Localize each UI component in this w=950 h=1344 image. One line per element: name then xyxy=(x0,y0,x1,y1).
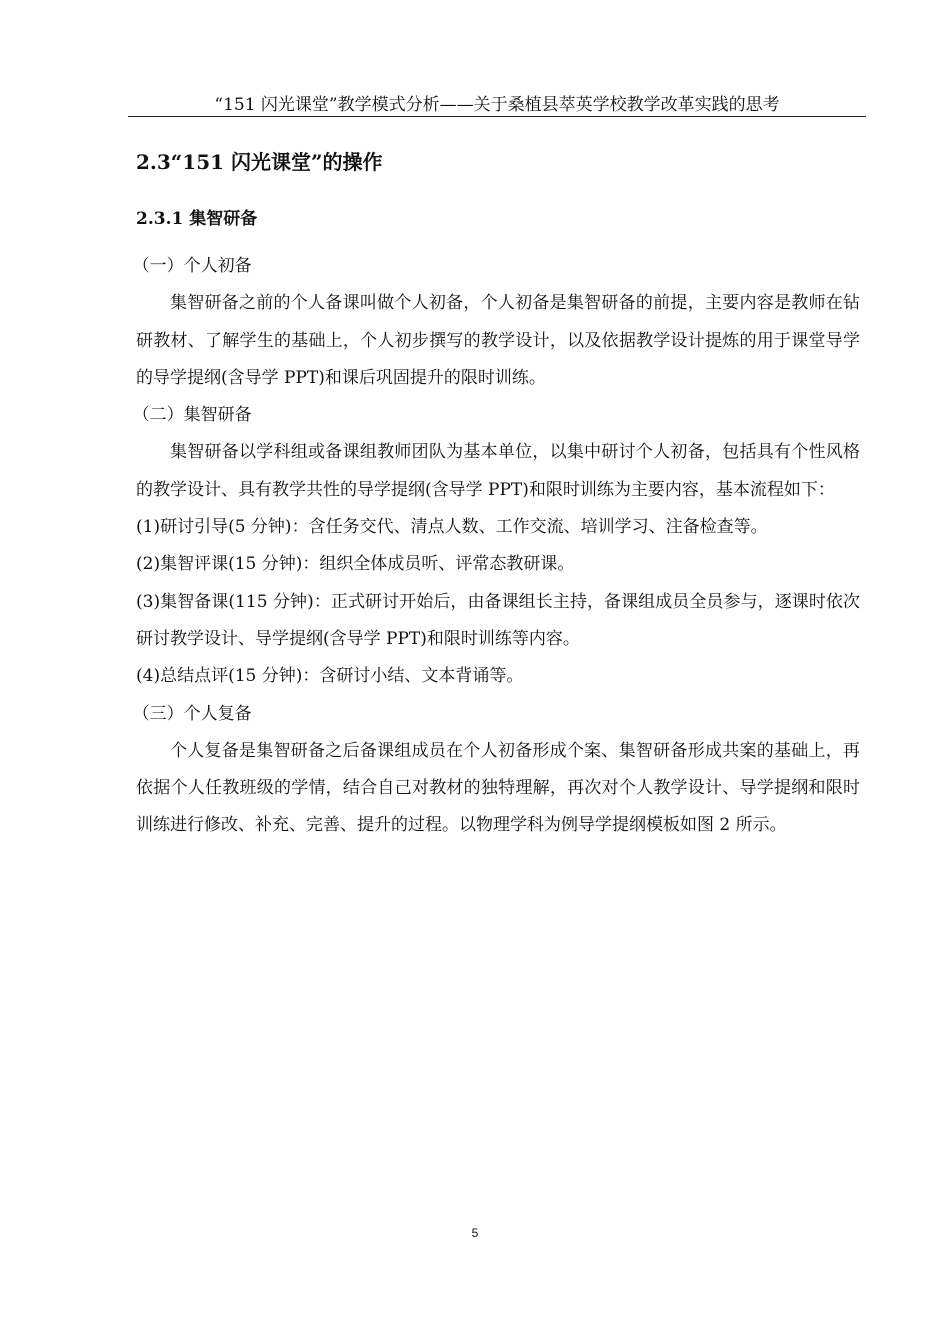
step-item: (2)集智评课(15 分钟)：组织全体成员听、评常态教研课。 xyxy=(136,554,575,575)
part2-title: （二）集智研备 xyxy=(132,405,252,426)
body-text xyxy=(132,248,860,845)
step-item: (4)总结点评(15 分钟)：含研讨小结、文本背诵等。 xyxy=(136,666,524,687)
part1-title: （一）个人初备 xyxy=(132,256,252,276)
part2-paragraph: 集智研备以学科组或备课组教师团队为基本单位，以集中研讨个人初备，包括具有个性风格的教学设计、具有教学共性的导学提纲(含导学 PPT)和限时训练为主要内容，基本流程如下： xyxy=(136,442,860,500)
part3-title: （三）个人复备 xyxy=(132,703,252,724)
subsection-heading: 2.3.1 集智研备 xyxy=(136,209,258,229)
running-header: “151 闪光课堂”教学模式分析——关于桑植县萃英学校教学改革实践的思考 xyxy=(214,95,780,115)
header-divider xyxy=(128,116,866,117)
section-heading: 2.3“151 闪光课堂”的操作 xyxy=(136,150,383,174)
part3-paragraph: 个人复备是集智研备之后备课组成员在个人初备形成个案、集智研备形成共案的基础上，再依据个人任教班级的学情，结合自己对教材的独特理解，再次对个人教学设计、导学提纲和限时训练进行修改、补充、完善、提升的过程。以物理学科为例导学提纲模板如图 2 所示。 xyxy=(136,740,860,836)
step-item: (3)集智备课(115 分钟)：正式研讨开始后，由备课组长主持，备课组成员全员参与，逐课时依次研讨教学设计、导学提纲(含导学 PPT)和限时训练等内容。 xyxy=(136,591,860,649)
page-number: 5 xyxy=(471,1226,479,1240)
step-item: (1)研讨引导(5 分钟)：含任务交代、清点人数、工作交流、培训学习、注备检查等。 xyxy=(136,517,768,538)
part1-paragraph: 集智研备之前的个人备课叫做个人初备，个人初备是集智研备的前提，主要内容是教师在钻研教材、了解学生的基础上，个人初步撰写的教学设计，以及依据教学设计提炼的用于课堂导学的导学提纲(含导学 PPT)和课后巩固提升的限时训练。 xyxy=(136,293,860,388)
